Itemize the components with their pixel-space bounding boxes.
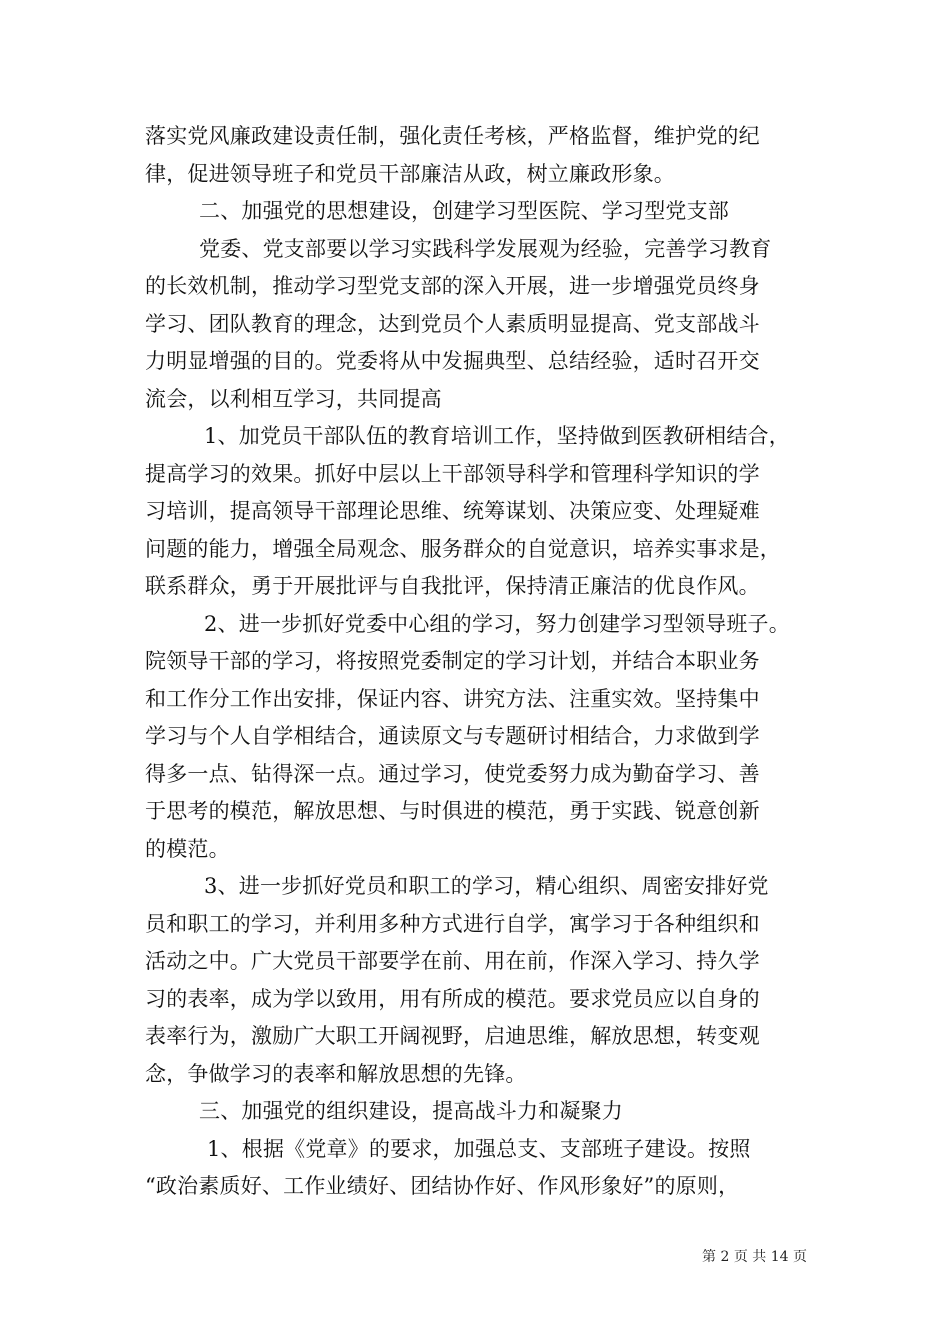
paragraph-first-line: 1、根据《党章》的要求，加强总支、支部班子建设。按照 (207, 1136, 751, 1161)
section-heading: 三、加强党的组织建设，提高战斗力和凝聚力 (199, 1099, 623, 1123)
text-line: 员和职工的学习，并利用多种方式进行自学，寓学习于各种组织和 (145, 911, 760, 936)
text-line: 学习与个人自学相结合，通读原文与专题研讨相结合，力求做到学 (145, 724, 760, 748)
text-line: 律，促进领导班子和党员干部廉洁从政，树立廉政形象。 (145, 161, 675, 186)
paragraph-first-line: 2、进一步抓好党委中心组的学习，努力创建学习型领导班子。 (204, 611, 790, 636)
text-line: 的长效机制，推动学习型党支部的深入开展，进一步增强党员终身 (145, 274, 760, 298)
page-number: 第 2 页 共 14 页 (702, 1249, 807, 1265)
paragraph-first-line: 3、进一步抓好党员和职工的学习，精心组织、周密安排好党 (204, 874, 769, 898)
text-line: 得多一点、钻得深一点。通过学习，使党委努力成为勤奋学习、善 (145, 761, 760, 786)
text-line: “政治素质好、工作业绩好、团结协作好、作风形象好”的原则， (145, 1174, 740, 1198)
text-line: 和工作分工作出安排，保证内容、讲究方法、注重实效。坚持集中 (145, 686, 760, 711)
paragraph-first-line: 1、加党员干部队伍的教育培训工作，坚持做到医教研相结合， (204, 424, 790, 448)
text-line: 习培训，提高领导干部理论思维、统筹谋划、决策应变、处理疑难 (145, 499, 760, 523)
text-line: 表率行为，激励广大职工开阔视野，启迪思维，解放思想，转变观 (145, 1024, 760, 1048)
document-body (145, 118, 817, 1206)
text-line: 力明显增强的目的。党委将从中发掘典型、总结经验，适时召开交 (145, 349, 760, 373)
text-line: 问题的能力，增强全局观念、服务群众的自觉意识，培养实事求是， (145, 536, 781, 561)
paragraph-first-line: 党委、党支部要以学习实践科学发展观为经验，完善学习教育 (199, 236, 772, 261)
text-line: 院领导干部的学习，将按照党委制定的学习计划，并结合本职业务 (145, 649, 760, 673)
text-line: 联系群众，勇于开展批评与自我批评，保持清正廉洁的优良作风。 (145, 574, 760, 598)
text-line: 落实党风廉政建设责任制，强化责任考核，严格监督，维护党的纪 (145, 124, 760, 148)
text-line: 习的表率，成为学以致用，用有所成的模范。要求党员应以自身的 (145, 986, 760, 1011)
text-line: 流会，以利相互学习，共同提高 (145, 386, 442, 411)
text-line: 活动之中。广大党员干部要学在前、用在前，作深入学习、持久学 (145, 949, 760, 973)
section-heading: 二、加强党的思想建设，创建学习型医院、学习型党支部 (199, 199, 729, 223)
text-line: 的模范。 (145, 836, 230, 861)
text-line: 提高学习的效果。抓好中层以上干部领导科学和管理科学知识的学 (145, 461, 760, 486)
text-line: 学习、团队教育的理念，达到党员个人素质明显提高、党支部战斗 (145, 311, 760, 336)
text-line: 于思考的模范，解放思想、与时俱进的模范，勇于实践、锐意创新 (145, 799, 760, 823)
text-line: 念，争做学习的表率和解放思想的先锋。 (145, 1061, 527, 1086)
